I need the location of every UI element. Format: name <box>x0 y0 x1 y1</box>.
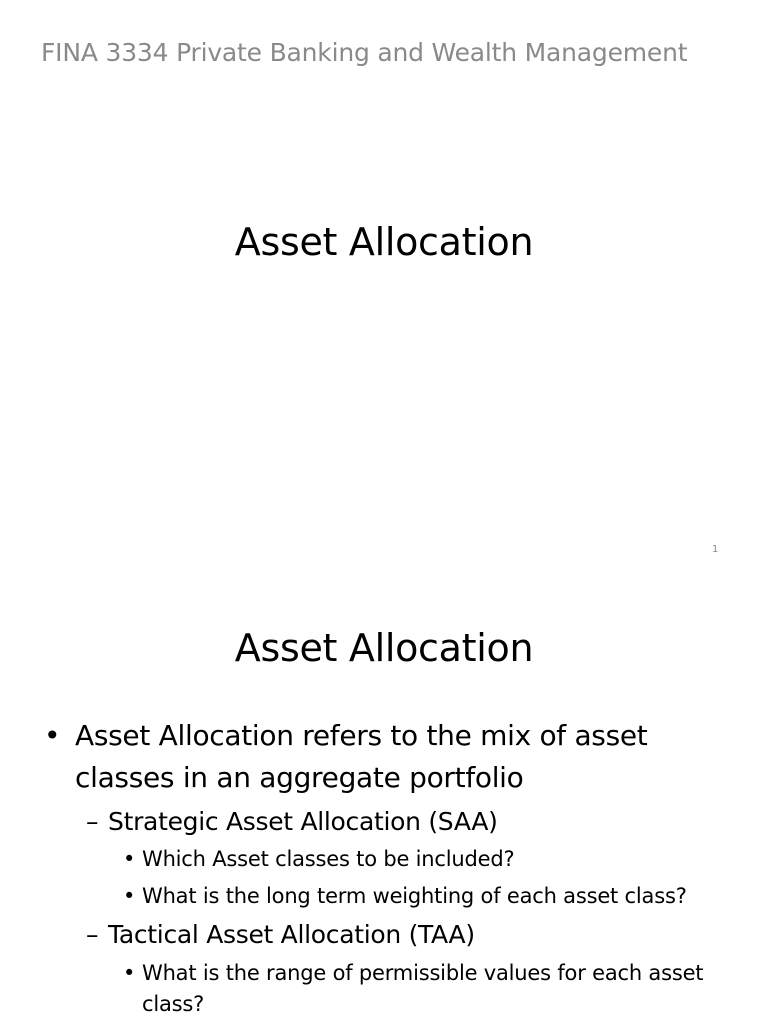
bullet-marker: – <box>86 920 99 949</box>
slide-title: Asset Allocation <box>234 220 534 264</box>
bullet-text-line: Tactical Asset Allocation (TAA) <box>108 920 475 949</box>
bullet-text-line: classes in an aggregate portfolio <box>75 761 524 794</box>
bullet-text-line: Asset Allocation refers to the mix of asset <box>75 719 648 752</box>
bullet-text-line: What is the range of permissible values for each asset <box>142 961 704 985</box>
bullet-marker: • <box>123 884 136 908</box>
bullet-text-line: class? <box>142 992 205 1016</box>
bullet-marker: • <box>123 847 136 871</box>
slide-2 <box>0 576 768 1024</box>
slide-title: Asset Allocation <box>234 626 534 670</box>
course-header: FINA 3334 Private Banking and Wealth Management <box>41 38 688 67</box>
bullet-text-line: Strategic Asset Allocation (SAA) <box>108 807 498 836</box>
bullet-text-line: Which Asset classes to be included? <box>142 847 515 871</box>
bullet-marker: • <box>44 719 61 752</box>
bullet-text-line: What is the long term weighting of each asset class? <box>142 884 687 908</box>
page-number: 1 <box>712 544 719 555</box>
bullet-marker: • <box>123 961 136 985</box>
bullet-marker: – <box>86 807 99 836</box>
